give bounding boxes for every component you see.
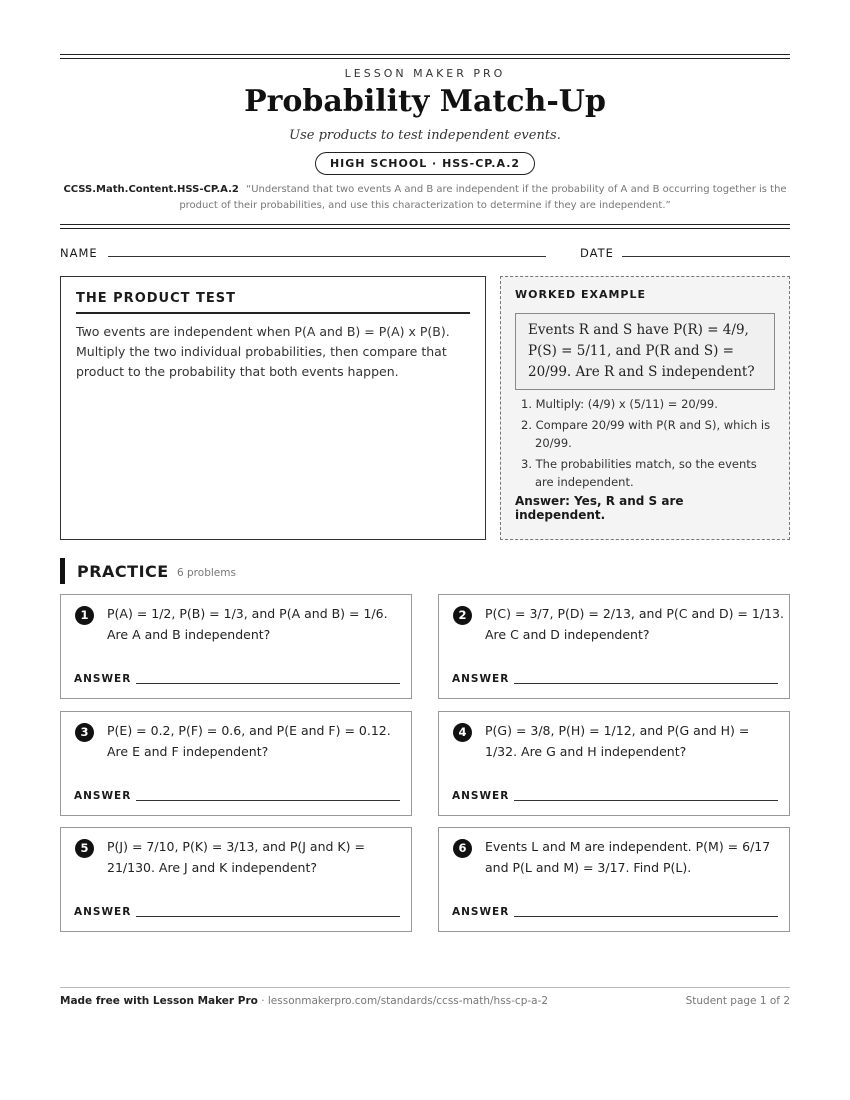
answer-label: ANSWER — [74, 906, 132, 918]
problem-number: 2 — [453, 606, 472, 625]
header-top-rule — [60, 54, 790, 59]
standard-code: CCSS.Math.Content.HSS-CP.A.2 — [63, 184, 239, 195]
footer-made-with: Made free with Lesson Maker Pro — [60, 995, 258, 1007]
practice-accent-bar — [60, 558, 65, 584]
problem-text: P(A) = 1/2, P(B) = 1/3, and P(A and B) = 1/6. Are A and B independent? — [107, 606, 388, 642]
worked-step: 3. The probabilities match, so the events are independent. — [521, 457, 757, 489]
footer-rule — [60, 987, 790, 988]
worked-example-heading: WORKED EXAMPLE — [515, 288, 646, 301]
problem-number: 3 — [75, 723, 94, 742]
name-label: NAME — [60, 246, 98, 260]
product-test-panel — [60, 276, 486, 540]
problem-number: 5 — [75, 839, 94, 858]
answer-label: ANSWER — [452, 790, 510, 802]
name-field[interactable] — [108, 256, 546, 257]
answer-label: ANSWER — [74, 790, 132, 802]
answer-label: ANSWER — [74, 673, 132, 685]
problem-number: 1 — [75, 606, 94, 625]
problem-card — [438, 711, 790, 816]
worked-step: 1. Multiply: (4/9) x (5/11) = 20/99. — [521, 397, 718, 411]
page-title: Probability Match-Up — [244, 84, 606, 119]
problem-card — [438, 594, 790, 699]
answer-field[interactable] — [514, 916, 778, 917]
problem-text: P(E) = 0.2, P(F) = 0.6, and P(E and F) = 0.12. Are E and F independent? — [107, 723, 391, 759]
date-field[interactable] — [622, 256, 790, 257]
problem-text: Events L and M are independent. P(M) = 6/17 and P(L and M) = 3/17. Find P(L). — [485, 839, 771, 875]
answer-field[interactable] — [514, 683, 778, 684]
answer-field[interactable] — [136, 800, 400, 801]
problem-card — [60, 594, 412, 699]
problem-card — [60, 711, 412, 816]
footer-credit — [60, 995, 548, 1007]
date-label: DATE — [580, 246, 614, 260]
product-test-heading: THE PRODUCT TEST — [76, 291, 470, 314]
level-badge-wrap — [0, 152, 850, 175]
standard-text: “Understand that two events A and B are independent if the probability of A and B occurring together is the product of their probabilities, and use this characterization to determine if they are independent.” — [179, 184, 787, 211]
header-bottom-rule — [60, 224, 790, 229]
problem-card — [438, 827, 790, 932]
answer-field[interactable] — [136, 683, 400, 684]
problem-number: 6 — [453, 839, 472, 858]
level-badge: HIGH SCHOOL · HSS-CP.A.2 — [315, 152, 535, 175]
practice-title: PRACTICE — [77, 562, 169, 581]
name-date-row — [60, 246, 790, 262]
page-subtitle: Use products to test independent events. — [289, 128, 561, 143]
footer-url[interactable]: · lessonmakerpro.com/standards/ccss-math/hss-cp-a-2 — [257, 995, 549, 1007]
problem-card — [60, 827, 412, 932]
worked-example-steps — [515, 395, 775, 491]
problem-number: 4 — [453, 723, 472, 742]
product-test-body: Two events are independent when P(A and B) = P(A) x P(B). Multiply the two individual probabilities, then compare that product to the probability that both events happen. — [76, 324, 450, 379]
practice-count: 6 problems — [177, 567, 236, 579]
answer-label: ANSWER — [452, 906, 510, 918]
worked-example-answer: Answer: Yes, R and S are independent. — [515, 494, 684, 522]
problem-text: P(J) = 7/10, P(K) = 3/13, and P(J and K) = 21/130. Are J and K independent? — [107, 839, 365, 875]
problem-text: P(C) = 3/7, P(D) = 2/13, and P(C and D) = 1/13. Are C and D independent? — [485, 606, 784, 642]
footer-page-number: Student page 1 of 2 — [685, 995, 790, 1007]
answer-field[interactable] — [514, 800, 778, 801]
worked-example-panel — [500, 276, 790, 540]
standard-statement — [62, 182, 788, 214]
answer-label: ANSWER — [452, 673, 510, 685]
brand-label: LESSON MAKER PRO — [344, 67, 506, 80]
worked-example-problem: Events R and S have P(R) = 4/9, P(S) = 5/11, and P(R and S) = 20/99. Are R and S independent? — [515, 313, 775, 390]
problem-text: P(G) = 3/8, P(H) = 1/12, and P(G and H) = 1/32. Are G and H independent? — [485, 723, 750, 759]
answer-field[interactable] — [136, 916, 400, 917]
worked-step: 2. Compare 20/99 with P(R and S), which is 20/99. — [521, 418, 771, 450]
